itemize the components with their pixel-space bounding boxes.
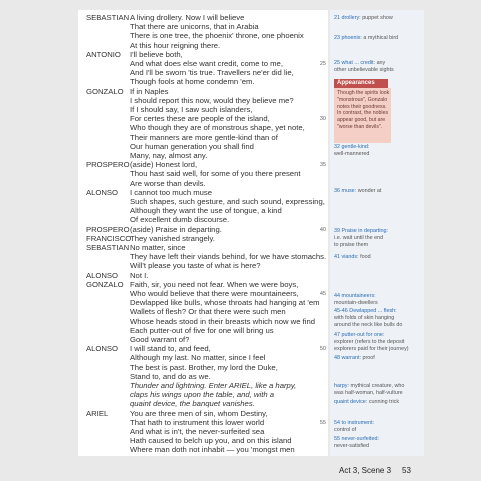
- glossary-note: [334, 15, 422, 22]
- speaker-name: ALONSO: [86, 344, 119, 354]
- glossary-note: [334, 322, 422, 329]
- gloss-word: phoenix:: [341, 35, 362, 41]
- gloss-definition: food: [360, 254, 371, 260]
- gloss-definition: explorers paid for their journey): [334, 346, 409, 352]
- gloss-line-ref: 48: [334, 355, 340, 361]
- glossary-note: [334, 67, 422, 74]
- stage-direction: claps his wings upon the table, and, with a: [130, 390, 275, 400]
- act-scene-label: Act 3, Scene 3: [339, 466, 392, 475]
- appearances-title: Appearances: [334, 79, 388, 88]
- gloss-word: harpy:: [334, 383, 349, 389]
- gloss-word: quaint device:: [334, 399, 368, 405]
- gloss-definition: mountain-dwellers: [334, 300, 378, 306]
- gloss-definition: mythical creature, who: [350, 383, 405, 389]
- gloss-definition: was half-woman, half-vulture: [334, 390, 403, 396]
- dialogue-line: Although my last. No matter, since I feel: [130, 353, 266, 363]
- gloss-definition: puppet show: [362, 15, 393, 21]
- speaker-name: ARIEL: [86, 408, 109, 418]
- glossary-note: [334, 151, 422, 158]
- glossary-note: [334, 235, 422, 242]
- dialogue-line: I'll believe both,: [130, 49, 183, 59]
- gloss-word: putter-out for one:: [341, 332, 385, 338]
- dialogue-line: I should report this now, would they believe me?: [130, 95, 294, 105]
- gloss-line-ref: 45-46: [334, 308, 348, 314]
- glossary-note: [334, 60, 422, 67]
- glossary-note: [334, 308, 422, 315]
- gloss-line-ref: 23: [334, 35, 340, 41]
- glossary-note: [334, 254, 422, 261]
- dialogue-line: Whose heads stood in their breasts which now we find: [130, 316, 316, 326]
- gloss-definition: explorer (refers to the deposit: [334, 339, 405, 345]
- glossary-note: [334, 332, 422, 339]
- dialogue-line: Such shapes, such gesture, and such sound, expressing,: [130, 197, 325, 206]
- dialogue-line: Dewlapped like bulls, whose throats had hanging at 'em: [130, 298, 320, 308]
- dialogue-line: Who though they are of monstrous shape, yet note,: [130, 123, 305, 133]
- dialogue-line: No matter, since: [130, 243, 186, 252]
- dialogue-line: If in Naples: [130, 86, 169, 96]
- gloss-definition: other unbelievable sights: [334, 67, 394, 73]
- appearances-line: In contrast, the nobles: [337, 110, 389, 117]
- dialogue-line: At this hour reigning there.: [130, 40, 221, 50]
- line-number: 45: [319, 291, 326, 297]
- line-number: 30: [319, 116, 326, 123]
- gloss-word: to instrument:: [341, 420, 375, 426]
- gloss-word: viands:: [341, 254, 359, 260]
- gloss-definition: to praise them: [334, 242, 369, 248]
- speaker-name: GONZALO: [86, 279, 124, 289]
- glossary-note: [334, 399, 422, 406]
- gloss-line-ref: 54: [334, 420, 340, 426]
- dialogue-line: That hath to instrument this lower world: [130, 417, 265, 427]
- glossary-note: [334, 315, 422, 322]
- line-number: 35: [319, 162, 326, 169]
- gloss-definition: any: [376, 60, 386, 66]
- dialogue-line: (aside) Honest lord,: [130, 160, 198, 170]
- appearances-line: "monstrous", Gonzalo: [337, 96, 388, 103]
- gloss-line-ref: 44: [334, 293, 340, 299]
- glossary-note: [334, 355, 422, 362]
- stage-direction: Thunder and lightning. Enter ARIEL, like a harpy,: [130, 381, 297, 390]
- gloss-definition: control of: [334, 427, 357, 433]
- appearances-line: "worse than devils".: [337, 123, 383, 130]
- gloss-word: mountaineers:: [341, 293, 376, 299]
- line-number: 55: [319, 419, 326, 426]
- gloss-word: Dewlapped ... flesh:: [349, 308, 397, 314]
- speaker-name: SEBASTIAN: [86, 243, 130, 252]
- dialogue-line: Each putter-out of five for one will bring us: [130, 325, 274, 335]
- gloss-definition: well-mannered: [334, 151, 370, 157]
- glossary-note: [334, 228, 422, 235]
- speaker-name: ALONSO: [86, 270, 119, 280]
- dialogue-line: Wallets of flesh? Or that there were such men: [130, 307, 286, 317]
- gloss-word: Praise in departing:: [341, 228, 388, 234]
- appearances-line: appear good, but are: [337, 117, 386, 124]
- dialogue-line: Of excellent dumb discourse.: [130, 215, 230, 225]
- glossary-note: [334, 242, 422, 249]
- gloss-definition: around the neck like bulls do: [334, 322, 403, 328]
- appearances-box: [334, 88, 391, 143]
- gloss-line-ref: 39: [334, 228, 340, 234]
- dialogue-line: Not I.: [130, 270, 149, 280]
- dialogue-line: (aside) Praise in departing.: [130, 224, 222, 234]
- gloss-definition: cunning trick: [368, 399, 400, 405]
- appearances-line: notes their goodness.: [337, 103, 387, 110]
- dialogue-line: If I should say, I saw such islanders,: [130, 105, 253, 114]
- glossary-note: [334, 436, 422, 443]
- speaker-name: ALONSO: [86, 187, 119, 197]
- gloss-definition: a mythical bird: [363, 35, 399, 41]
- gloss-definition: with folds of skin hanging: [334, 315, 395, 321]
- stage-direction: quaint device, the banquet vanishes.: [130, 399, 255, 409]
- appearances-line: Though the spirits look: [337, 90, 390, 96]
- gloss-definition: wonder at: [357, 188, 382, 194]
- gloss-line-ref: 36: [334, 188, 340, 194]
- dialogue-line: Although they want the use of tongue, a kind: [130, 206, 282, 216]
- gloss-definition: never-satisfied: [334, 443, 370, 449]
- gloss-line-ref: 41: [334, 254, 340, 260]
- speaker-name: PROSPERO: [86, 224, 130, 234]
- dialogue-line: Though fools at home condemn 'em.: [130, 77, 255, 87]
- dialogue-line: And what is in't, the never-surfeited sea: [130, 427, 265, 436]
- gloss-word: warrant:: [341, 355, 361, 361]
- glossary-note: [334, 339, 422, 346]
- line-number: 50: [319, 346, 326, 353]
- glossary-note: [334, 383, 422, 390]
- dialogue-line: Many, nay, almost any.: [130, 151, 208, 160]
- dialogue-line: Good warrant of?: [130, 335, 190, 344]
- page-number: 53: [402, 466, 411, 475]
- dialogue-line: And what does else want credit, come to me,: [130, 59, 283, 68]
- gloss-line-ref: 25: [334, 60, 340, 66]
- dialogue-line: Will't please you taste of what is here?: [130, 261, 261, 271]
- gloss-definition: i.e. wait until the end: [334, 235, 384, 241]
- glossary-note: [334, 390, 422, 397]
- gloss-definition: proof: [362, 355, 375, 361]
- dialogue-line: I cannot too much muse: [130, 187, 213, 197]
- glossary-note: [334, 420, 422, 427]
- gloss-word: muse:: [341, 188, 357, 194]
- gloss-line-ref: 47: [334, 332, 340, 338]
- speaker-name: PROSPERO: [86, 160, 130, 170]
- dialogue-line: Thou hast said well, for some of you there present: [130, 169, 301, 179]
- dialogue-line: Stand to, and do as we.: [130, 371, 211, 381]
- dialogue-line: They vanished strangely.: [130, 233, 215, 243]
- dialogue-line: You are three men of sin, whom Destiny,: [130, 408, 268, 418]
- gloss-line-ref: 32: [334, 144, 340, 150]
- glossary-note: [334, 427, 422, 434]
- glossary-note: [334, 35, 422, 42]
- glossary-note: [334, 144, 422, 151]
- dialogue-line: Are worse than devils.: [130, 178, 206, 188]
- gloss-word: never-surfeited:: [341, 436, 379, 442]
- gloss-line-ref: 21: [334, 15, 340, 21]
- dialogue-line: They have left their viands behind, for we have stomachs.: [130, 252, 327, 262]
- dialogue-line: That there are unicorns, that in Arabia: [130, 22, 259, 32]
- glossary-note: [334, 346, 422, 353]
- speaker-name: GONZALO: [86, 86, 124, 96]
- speaker-name: ANTONIO: [86, 49, 121, 59]
- gloss-word: what ... credit:: [341, 60, 376, 66]
- glossary-note: [334, 300, 422, 307]
- dialogue-line: And I'll be sworn 'tis true. Travellers ne'er did lie,: [130, 68, 294, 78]
- dialogue-line: Who would believe that there were mountaineers,: [130, 289, 299, 298]
- gloss-word: gentle-kind:: [341, 144, 370, 150]
- gloss-line-ref: 55: [334, 436, 340, 442]
- glossary-note: [334, 293, 422, 300]
- dialogue-line: Faith, sir, you need not fear. When we were boys,: [130, 279, 299, 289]
- dialogue-line: The best is past. Brother, my lord the Duke,: [130, 362, 278, 372]
- dialogue-line: Their manners are more gentle-kind than of: [130, 132, 278, 142]
- line-number: 40: [319, 226, 326, 233]
- glossary-note: [334, 188, 422, 195]
- dialogue-line: A living drollery. Now I will believe: [130, 13, 245, 22]
- line-number: 25: [319, 61, 326, 67]
- dialogue-line: Hath caused to belch up you, and on this island: [130, 436, 292, 446]
- gloss-word: drollery:: [341, 15, 361, 21]
- glossary-note: [334, 443, 422, 450]
- dialogue-line: I will stand to, and feed,: [130, 344, 211, 354]
- dialogue-line: Our human generation you shall find: [130, 141, 254, 151]
- dialogue-line: Where man doth not inhabit — you 'mongst men: [130, 445, 295, 455]
- dialogue-line: There is one tree, the phoenix' throne, one phoenix: [130, 31, 304, 41]
- speaker-name: FRANCISCO: [86, 233, 132, 243]
- speaker-name: SEBASTIAN: [86, 13, 130, 22]
- dialogue-line: For certes these are people of the island,: [130, 114, 270, 124]
